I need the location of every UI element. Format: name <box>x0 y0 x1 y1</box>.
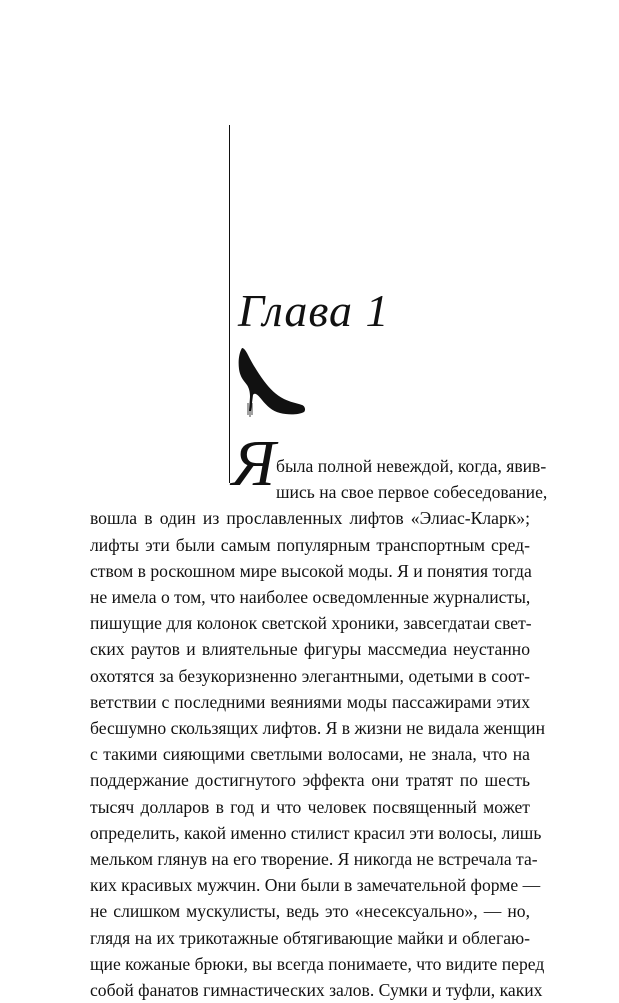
text-line: ких красивых мужчин. Они были в замечательной форме — <box>90 875 541 896</box>
text-line: глядя на их трикотажные обтягивающие майки и облегаю- <box>90 927 530 948</box>
text-line: лифты эти были самым популярным транспортным сред- <box>90 534 530 555</box>
drop-cap: Я <box>232 427 276 500</box>
text-line: бесшумно скользящих лифтов. Я в жизни не видала женщин <box>90 718 545 738</box>
text-line: поддержание достигнутого эффекта они тратят по шесть <box>90 770 530 791</box>
high-heel-shoe-icon <box>236 345 306 420</box>
text-line: пишущие для колонок светской хроники, завсегдатаи свет- <box>90 613 532 634</box>
text-line: щие кожаные брюки, вы всегда понимаете, что видите перед <box>90 953 545 974</box>
text-line: определить, какой именно стилист красил эти волосы, лишь <box>90 822 542 843</box>
text-line: ских раутов и влиятельные фигуры массмедиа неустанно <box>90 639 530 660</box>
text-line: ветствии с последними веяниями моды пассажирами этих <box>90 691 530 712</box>
text-line: мельком глянув на его творение. Я никогда не встречала та- <box>90 849 538 869</box>
text-line: собой фанатов гимнастических залов. Сумки и туфли, каких <box>90 980 543 1000</box>
text-line: была полной невеждой, когда, явив- <box>276 456 547 476</box>
text-line: с такими сияющими светлыми волосами, не знала, что на <box>90 744 530 765</box>
text-line: не имела о том, что наиболее осведомленные журналисты, <box>90 587 531 607</box>
text-line: вошла в один из прославленных лифтов «Элиас-Кларк»; <box>90 508 530 529</box>
text-line: тысяч долларов в год и что человек посвященный может <box>90 796 530 817</box>
chapter-title: Глава 1 <box>238 285 390 336</box>
text-line: охотятся за безукоризненно элегантными, одетыми в соот- <box>90 665 530 686</box>
text-line: шись на свое первое собеседование, <box>276 482 548 503</box>
text-line: не слишком мускулисты, ведь это «несексуально», — но, <box>90 901 530 922</box>
vertical-rule <box>229 125 230 483</box>
text-line: ством в роскошном мире высокой моды. Я и понятия тогда <box>90 560 532 581</box>
